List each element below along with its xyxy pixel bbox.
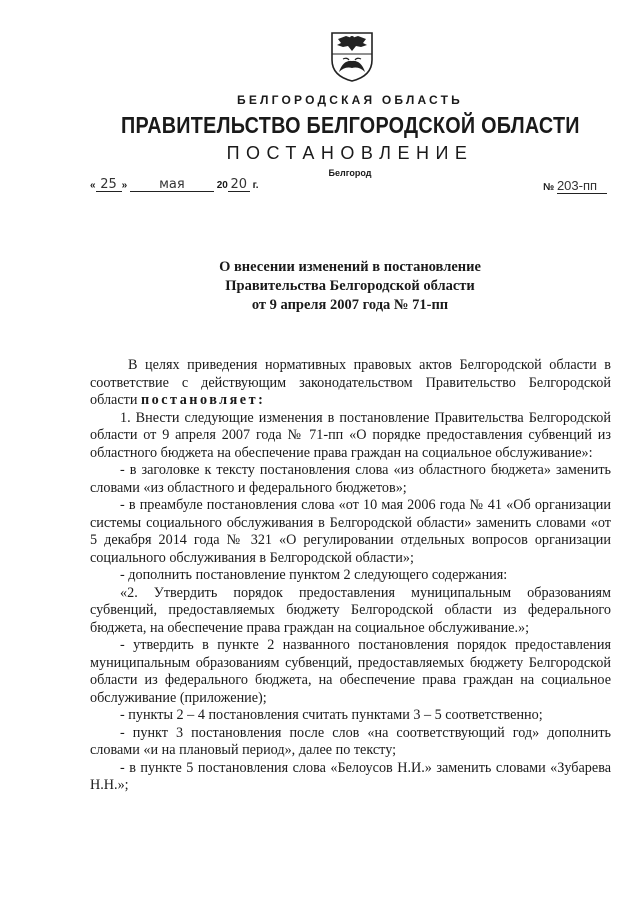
document-number: [543, 178, 607, 194]
document-body: [90, 357, 611, 795]
date-month: мая: [130, 178, 214, 192]
date-open-quote: «: [90, 180, 96, 191]
region-title: БЕЛГОРОДСКАЯ ОБЛАСТЬ: [237, 93, 463, 107]
paragraph-8: - пункт 3 постановления после слов «на соответствующий год» дополнить словами «и на плановый период», далее по тексту;: [90, 724, 611, 758]
document-title: [0, 258, 640, 315]
paragraph-5: «2. Утвердить порядок предоставления муниципальным образованиям субвенций, предоставляемых бюджету Белгородской области из федерального бюджета, на обеспечение права граждан на социальное обслуживание.»;: [90, 584, 611, 636]
government-title: ПРАВИТЕЛЬСТВО БЕЛГОРОДСКОЙ ОБЛАСТИ: [121, 112, 580, 138]
paragraph-1: 1. Внести следующие изменения в постановление Правительства Белгородской области от 9 апреля 2007 года № 71-пп «О порядке предоставления субвенций из областного бюджета на обеспечение права граждан на социальное обслуживание»:: [90, 409, 611, 461]
paragraph-2: - в заголовке к тексту постановления слова «из областного бюджета» заменить словами «из областного и федерального бюджетов»;: [90, 462, 611, 496]
date-year-prefix: 20: [216, 180, 228, 191]
paragraph-7: - пункты 2 – 4 постановления считать пунктами 3 – 5 соответственно;: [120, 707, 543, 723]
date-year-suffix: 20: [228, 178, 250, 192]
title-line-3: от 9 апреля 2007 года № 71-пп: [251, 297, 449, 313]
date-close-quote: »: [121, 180, 128, 191]
paragraph-intro: [90, 357, 611, 410]
resolves-word: постановляет:: [140, 392, 266, 408]
document-type: ПОСТАНОВЛЕНИЕ: [226, 143, 474, 163]
title-line-1: О внесении изменений в постановление: [219, 259, 481, 275]
paragraph-6: - утвердить в пункте 2 названного постановления порядок предоставления муниципальным образованиям субвенций, предоставляемых бюджету Белгородской области из федерального бюджета, на обеспечение права граждан на социальное обслуживание (приложение);: [90, 637, 611, 706]
date-day: 25: [96, 178, 122, 192]
paragraph-9: - в пункте 5 постановления слова «Белоусов Н.И.» заменить словами «Зубарева Н.Н.»;: [90, 759, 611, 793]
paragraph-4: - дополнить постановление пунктом 2 следующего содержания:: [120, 567, 508, 583]
date-line: [90, 178, 259, 192]
date-year-mark: г.: [252, 180, 259, 191]
city-label: Белгород: [328, 168, 372, 178]
coat-of-arms-emblem: [329, 30, 375, 82]
number-prefix: №: [543, 182, 555, 193]
intro-text: В целях приведения нормативных правовых актов Белгородской области в соответствие с действующим законодательством Правительство Белгородской области: [90, 357, 611, 408]
number-value: 203-пп: [557, 178, 607, 194]
title-line-2: Правительства Белгородской области: [225, 278, 475, 294]
paragraph-3: - в преамбуле постановления слова «от 10 мая 2006 года № 41 «Об организации системы социального обслуживания в Белгородской области» заменить словами «от 5 декабря 2014 года № 321 «О регулировании отдельных вопросов организации социального обслуживания в Белгородской области»;: [90, 497, 611, 566]
